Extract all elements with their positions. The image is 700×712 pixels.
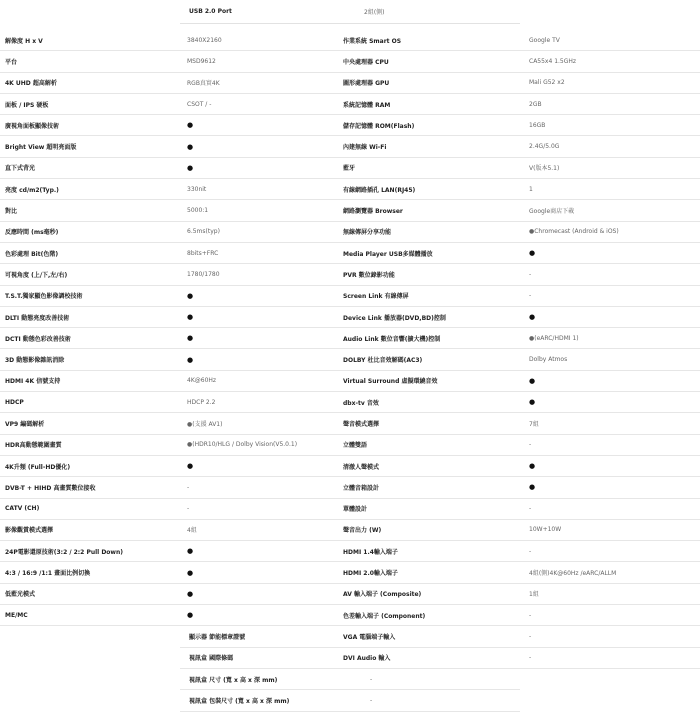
spec-value: ●: [529, 376, 536, 385]
spec-row: [180, 690, 520, 711]
spec-label: CATV (CH): [5, 505, 40, 513]
spec-label: 24P電影還原技術(3:2 / 2:2 Pull Down): [5, 548, 123, 556]
spec-label: PVR 數位錄影功能: [343, 271, 395, 279]
spec-value: RGB真實4K: [187, 80, 220, 88]
spec-value: -: [529, 441, 532, 449]
spec-label: 可視角度 (上/下,左/右): [5, 271, 68, 279]
spec-label: VGA 電腦端子輸入: [343, 633, 396, 641]
spec-row: [340, 605, 700, 626]
spec-row: [340, 94, 700, 115]
spec-label: 顯示器 節能標章證號: [189, 634, 246, 642]
spec-row: [340, 136, 700, 157]
spec-row: [340, 264, 700, 285]
spec-label: 低藍光模式: [5, 591, 36, 599]
spec-row: [0, 392, 340, 413]
spec-value: HDCP 2.2: [187, 398, 216, 406]
spec-row: [340, 30, 700, 51]
spec-row: [340, 456, 700, 477]
spec-label: 面板 / IPS 硬板: [5, 101, 49, 109]
spec-value: 10W+10W: [529, 526, 562, 534]
spec-row: [340, 562, 700, 583]
spec-value: -: [529, 270, 532, 278]
spec-value: -: [370, 675, 373, 683]
spec-row: [180, 669, 520, 690]
usb-label: USB 2.0 Port: [189, 8, 232, 15]
spec-row: [0, 243, 340, 264]
spec-value: ●: [187, 334, 194, 343]
spec-label: 圖形處理器 GPU: [343, 80, 390, 88]
spec-value: -: [529, 292, 532, 300]
spec-label: AV 輸入端子 (Composite): [343, 591, 422, 599]
spec-value: 7組: [529, 420, 539, 428]
spec-row: [340, 499, 700, 520]
spec-value: ●: [187, 291, 194, 300]
spec-row: [0, 115, 340, 136]
spec-label: VP9 編碼解析: [5, 420, 45, 428]
spec-row: [0, 541, 340, 562]
spec-row: [340, 115, 700, 136]
spec-label: 解像度 H x V: [5, 37, 43, 45]
spec-label: 藍牙: [343, 165, 356, 173]
spec-label: 清澈人聲模式: [343, 463, 380, 471]
spec-value: -: [529, 505, 532, 513]
spec-label: DVI Audio 輸入: [343, 655, 391, 663]
spec-value: 1組: [529, 591, 539, 599]
spec-value: -: [187, 505, 190, 513]
spec-label: Audio Link 數位音響(擴大機)控制: [343, 335, 441, 343]
spec-label: HDCP: [5, 398, 24, 406]
spec-value: ●: [187, 355, 194, 364]
spec-row: [0, 456, 340, 477]
spec-value: ●: [529, 249, 536, 258]
spec-value: ●: [187, 142, 194, 151]
spec-value: ●Chromecast (Android & iOS): [529, 228, 619, 236]
spec-label: Virtual Surround 虛擬環繞音效: [343, 378, 438, 386]
spec-value: ●: [187, 589, 194, 598]
spec-value: 2.4G/5.0G: [529, 143, 560, 151]
spec-label: DVB-T + HIHD 高畫質數位接收: [5, 484, 96, 492]
spec-label: 立體雙語: [343, 442, 368, 450]
spec-label: 4K UHD 超高解析: [5, 80, 57, 88]
spec-value: -: [187, 483, 190, 491]
spec-label: 立體音箱設計: [343, 484, 380, 492]
spec-label: 色差輸入端子 (Component): [343, 612, 426, 620]
spec-row: [0, 51, 340, 72]
spec-label: 影像觀賞模式選擇: [5, 527, 54, 535]
spec-label: 中央處理器 CPU: [343, 58, 389, 66]
spec-value: Mali G52 x2: [529, 79, 565, 87]
spec-row: [0, 413, 340, 434]
spec-label: 直下式背光: [5, 165, 36, 173]
spec-row: [340, 286, 700, 307]
spec-value: 16GB: [529, 121, 546, 129]
spec-row: [0, 222, 340, 243]
spec-row: [340, 307, 700, 328]
spec-value: 4組: [187, 527, 197, 535]
spec-row: [340, 328, 700, 349]
spec-value: MSD9612: [187, 57, 216, 65]
spec-label: 視訊盒 包裝尺寸 (寬 x 高 x 深 mm): [189, 697, 290, 705]
spec-label: T.S.T.獨家顯色影像調校技術: [5, 293, 83, 301]
spec-value: 2GB: [529, 100, 542, 108]
spec-label: 聲音模式選擇: [343, 420, 380, 428]
spec-value: -: [529, 654, 532, 662]
spec-value: ●: [529, 483, 536, 492]
spec-label: Bright View 超明亮面版: [5, 144, 77, 152]
spec-row: [340, 541, 700, 562]
spec-row: [0, 264, 340, 285]
spec-label: 視訊盒 尺寸 (寬 x 高 x 深 mm): [189, 676, 278, 684]
spec-label: 聲音出力 (W): [343, 527, 382, 535]
spec-value: ●: [187, 121, 194, 130]
spec-row: [0, 328, 340, 349]
spec-row: [0, 435, 340, 456]
spec-row: [340, 51, 700, 72]
spec-row: [0, 520, 340, 541]
spec-label: HDMI 1.4輸入端子: [343, 548, 398, 556]
spec-value: -: [529, 547, 532, 555]
spec-row: [0, 158, 340, 179]
spec-label: 無線傳屏分享功能: [343, 229, 392, 237]
spec-label: 網路瀏覽器 Browser: [343, 208, 403, 216]
spec-label: Screen Link 有線傳屏: [343, 293, 409, 301]
spec-label: HDMI 2.0輸入端子: [343, 570, 398, 578]
spec-value: 6.5ms(typ): [187, 228, 220, 236]
spec-value: ●: [529, 313, 536, 321]
spec-label: 色彩處理 Bit(色階): [5, 250, 59, 258]
spec-label: 對比: [5, 208, 18, 216]
spec-row: [0, 584, 340, 605]
spec-value: ●: [187, 462, 194, 471]
spec-row: [0, 499, 340, 520]
spec-row: [0, 136, 340, 157]
spec-label: 3D 動態影像雜訊消除: [5, 357, 65, 365]
spec-label: dbx-tv 音效: [343, 399, 379, 407]
spec-label: 廣視角面板顯像技術: [5, 122, 60, 130]
spec-label: 反應時間 (ms毫秒): [5, 229, 59, 237]
spec-label: Device Link 播放器(DVD,BD)控制: [343, 314, 446, 322]
spec-label: 儲存記憶體 ROM(Flash): [343, 122, 415, 130]
spec-value: 330nit: [187, 185, 207, 193]
spec-row: [0, 179, 340, 200]
spec-value: 1: [529, 185, 533, 193]
spec-label: 單體設計: [343, 506, 368, 514]
spec-value: -: [370, 696, 373, 704]
spec-row: [0, 477, 340, 498]
spec-row: [0, 286, 340, 307]
spec-row: [0, 30, 340, 51]
spec-label: 視訊盒 國際條碼: [189, 655, 234, 663]
spec-value: ●: [187, 547, 194, 556]
spec-value: Google商店下載: [529, 208, 575, 216]
spec-row: [340, 200, 700, 221]
spec-label: DLTI 動態亮度改善技術: [5, 314, 70, 322]
left-spec-column: [0, 30, 340, 626]
spec-value: ●: [187, 163, 194, 172]
spec-value: V(版本5.1): [529, 165, 560, 173]
spec-label: 系統記憶體 RAM: [343, 101, 391, 109]
bottom-spec-rows: [180, 626, 520, 711]
spec-label: 平台: [5, 58, 18, 66]
spec-value: 8bits+FRC: [187, 249, 219, 257]
spec-value: -: [529, 632, 532, 640]
spec-row: [340, 371, 700, 392]
usb-value: 2組(側): [364, 9, 385, 16]
spec-row: [340, 520, 700, 541]
spec-row: [0, 73, 340, 94]
spec-label: 有線網路插孔 LAN(RJ45): [343, 186, 416, 194]
spec-value: ●(HDR10/HLG / Dolby Vision(V5.0.1): [187, 441, 298, 449]
spec-row: [340, 243, 700, 264]
spec-label: DOLBY 杜比音效解碼(AC3): [343, 357, 423, 365]
spec-label: HDMI 4K 信號支持: [5, 378, 61, 386]
spec-row: [0, 371, 340, 392]
spec-value: ●: [529, 462, 536, 471]
spec-value: 5000:1: [187, 207, 209, 215]
spec-row: [340, 477, 700, 498]
spec-label: 內建無線 Wi-Fi: [343, 144, 387, 152]
spec-label: ME/MC: [5, 611, 28, 619]
spec-row: [340, 584, 700, 605]
spec-row: [0, 349, 340, 370]
spec-value: Dolby Atmos: [529, 356, 568, 364]
spec-row: [340, 222, 700, 243]
spec-row: [340, 158, 700, 179]
spec-row: [180, 626, 520, 647]
spec-row: [340, 392, 700, 413]
spec-row: [340, 73, 700, 94]
spec-value: 3840X2160: [187, 36, 222, 44]
spec-label: DCTI 動態色彩改善技術: [5, 335, 71, 343]
spec-row: [340, 349, 700, 370]
spec-row: [180, 648, 520, 669]
spec-row: [340, 413, 700, 434]
spec-label: HDR高動態範圍畫質: [5, 442, 62, 450]
spec-value: 4組(側)4K@60Hz /eARC/ALLM: [529, 570, 617, 578]
spec-label: 作業系統 Smart OS: [343, 37, 402, 45]
spec-row: [0, 307, 340, 328]
spec-value: ●: [529, 398, 536, 407]
spec-value: ●: [187, 611, 194, 620]
spec-value: CSOT / -: [187, 100, 212, 108]
spec-value: CA55x4 1.5GHz: [529, 57, 577, 65]
spec-row: [0, 605, 340, 626]
spec-row: [0, 200, 340, 221]
top-row-usb: [180, 0, 520, 24]
spec-label: 亮度 cd/m2(Typ.): [5, 186, 59, 194]
spec-value: 4K@60Hz: [187, 377, 217, 385]
spec-value: Google TV: [529, 36, 560, 44]
spec-row: [0, 94, 340, 115]
spec-label: 4K升頻 (Full-HD優化): [5, 463, 71, 471]
spec-value: ●(支援 AV1): [187, 420, 223, 428]
spec-value: ●: [187, 313, 194, 321]
spec-value: ●: [187, 568, 194, 577]
spec-label: 4:3 / 16:9 /1:1 畫面比例切換: [5, 570, 91, 578]
spec-row: [340, 179, 700, 200]
spec-value: 1780/1780: [187, 270, 220, 278]
spec-row: [0, 562, 340, 583]
spec-label: Media Player USB多媒體播放: [343, 250, 433, 258]
spec-value: -: [529, 611, 532, 619]
right-spec-column: [340, 30, 700, 669]
spec-row: [340, 435, 700, 456]
spec-value: ●(eARC/HDMI 1): [529, 334, 579, 342]
